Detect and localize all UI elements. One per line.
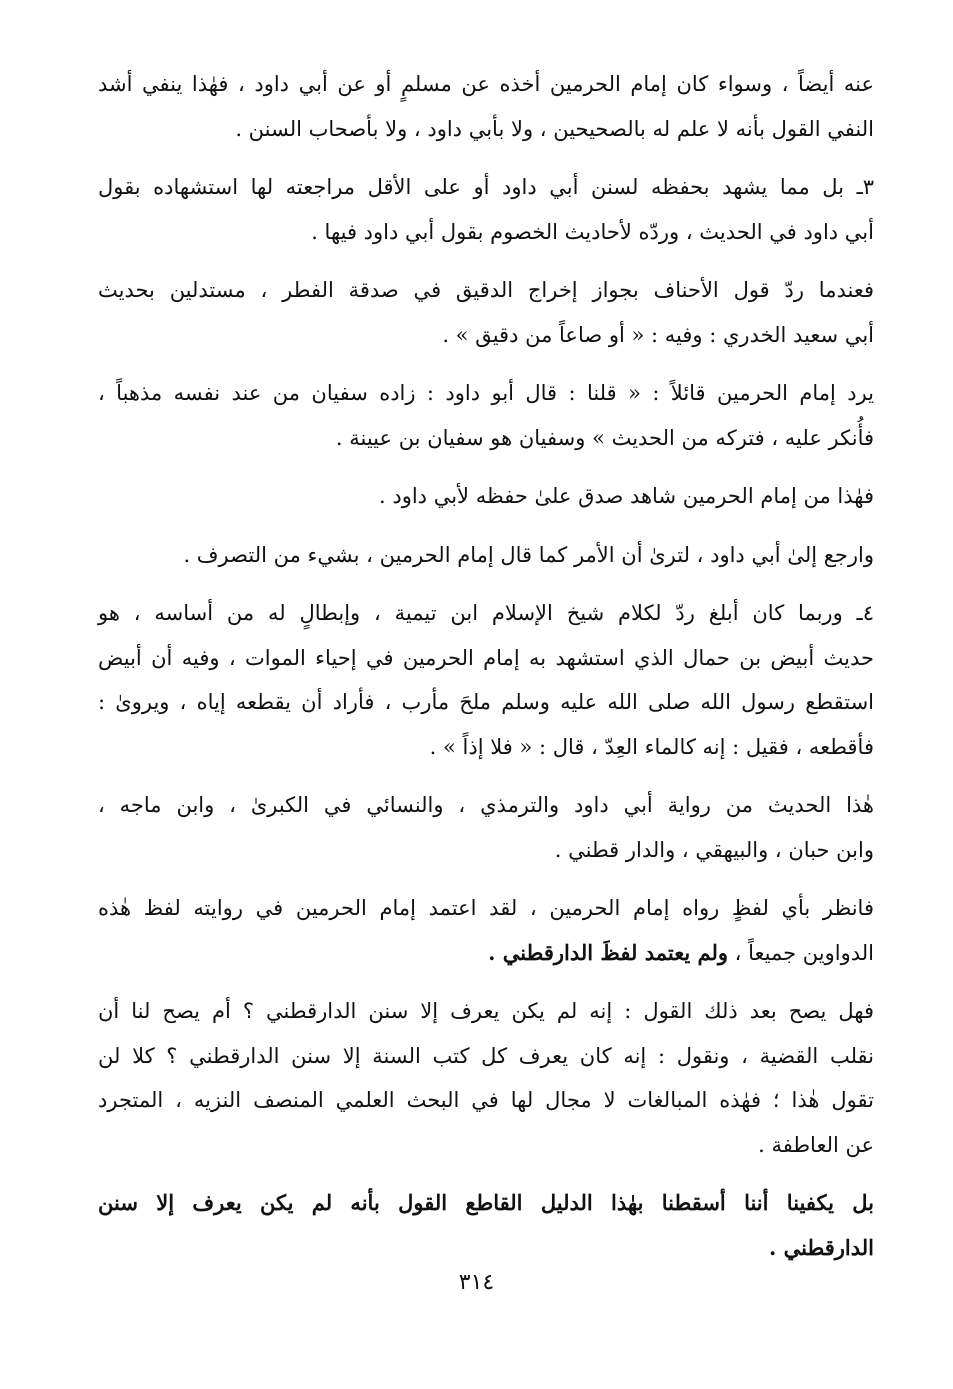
paragraph-10 <box>98 989 874 1167</box>
paragraph-1 <box>98 62 874 151</box>
paragraph-7 <box>98 591 874 769</box>
paragraph-line: بل يكفينا أننا أسقطنا بهٰذا الدليل القاطع القول بأنه لم يكن يعرف إلا سنن <box>98 1190 874 1215</box>
paragraph-line-bold-tail: ولم يعتمد لفظَ الدارقطني . <box>488 939 728 965</box>
paragraph-2 <box>98 165 874 254</box>
paragraph-line: أبي سعيد الخدري : وفيه : « أو صاعاً من دقيق » . <box>442 322 874 347</box>
paragraph-line: وابن حبان ، والبيهقي ، والدار قطني . <box>554 837 874 862</box>
paragraph-5 <box>98 474 874 519</box>
paragraph-3 <box>98 268 874 357</box>
paragraph-line: عنه أيضاً ، وسواء كان إمام الحرمين أخذه عن مسلمٍ أو عن أبي داود ، فهٰذا ينفي أشد <box>98 72 874 96</box>
page-number: ٣١٤ <box>458 1270 495 1295</box>
paragraph-11 <box>98 1181 874 1270</box>
paragraph-line: ٣ـ بل مما يشهد بحفظه لسنن أبي داود أو على الأقل مراجعته لها استشهاده بقول <box>98 175 874 199</box>
paragraph-9 <box>98 886 874 975</box>
paragraph-line: فأُنكر عليه ، فتركه من الحديث » وسفيان هو سفيان بن عيينة . <box>335 425 874 450</box>
paragraph-line: استقطع رسول الله صلى الله عليه وسلم ملحَ مأرب ، فأراد أن يقطعه إياه ، ويروىٰ : <box>98 690 874 714</box>
paragraph-line: ٤ـ وربما كان أبلغ ردّ لكلام شيخ الإسلام ابن تيمية ، وإبطالٍ له من أساسه ، هو <box>98 601 874 625</box>
page-body <box>98 62 874 1284</box>
paragraph-line: الدارقطني . <box>769 1234 874 1260</box>
paragraph-line: حديث أبيض بن حمال الذي استشهد به إمام الحرمين في إحياء الموات ، وفيه أن أبيض <box>98 645 874 670</box>
paragraph-line: فانظر بأي لفظٍ رواه إمام الحرمين ، لقد اعتمد إمام الحرمين في روايته لفظ هٰذه <box>98 896 874 920</box>
paragraph-line: أبي داود في الحديث ، وردّه لأحاديث الخصوم بقول أبي داود فيها . <box>311 219 874 244</box>
paragraph-line-lead: الدواوين جميعاً ، <box>728 940 874 965</box>
paragraph-line: فأقطعه ، فقيل : إنه كالماء العِدّ ، قال : « فلا إذاً » . <box>429 734 874 759</box>
paragraph-6 <box>98 533 874 578</box>
paragraph-line-with-bold <box>98 931 874 976</box>
paragraph-line: يرد إمام الحرمين قائلاً : « قلنا : قال أبو داود : زاده سفيان من عند نفسه مذهباً ، <box>98 381 874 405</box>
paragraph-line: وارجع إلىٰ أبي داود ، لترىٰ أن الأمر كما قال إمام الحرمين ، بشيء من التصرف . <box>183 542 874 567</box>
paragraph-line: عن العاطفة . <box>758 1132 874 1157</box>
paragraph-line: هٰذا الحديث من رواية أبي داود والترمذي ، والنسائي في الكبرىٰ ، وابن ماجه ، <box>98 793 874 817</box>
paragraph-line: فعندما ردّ قول الأحناف بجواز إخراج الدقيق في صدقة الفطر ، مستدلين بحديث <box>98 278 874 302</box>
paragraph-8 <box>98 783 874 872</box>
paragraph-line: فهل يصح بعد ذلك القول : إنه لم يكن يعرف إلا سنن الدارقطني ؟ أم يصح لنا أن <box>98 999 874 1023</box>
paragraph-line: النفي القول بأنه لا علم له بالصحيحين ، ولا بأبي داود ، ولا بأصحاب السنن . <box>235 116 874 141</box>
paragraph-line: تقول هٰذا ؛ فهٰذه المبالغات لا مجال لها في البحث العلمي المنصف النزيه ، المتجرد <box>98 1088 874 1112</box>
paragraph-4 <box>98 371 874 460</box>
paragraph-line: نقلب القضية ، ونقول : إنه كان يعرف كل كتب السنة إلا سنن الدارقطني ؟ كلا لن <box>98 1043 874 1068</box>
paragraph-line: فهٰذا من إمام الحرمين شاهد صدق علىٰ حفظه لأبي داود . <box>379 484 874 508</box>
